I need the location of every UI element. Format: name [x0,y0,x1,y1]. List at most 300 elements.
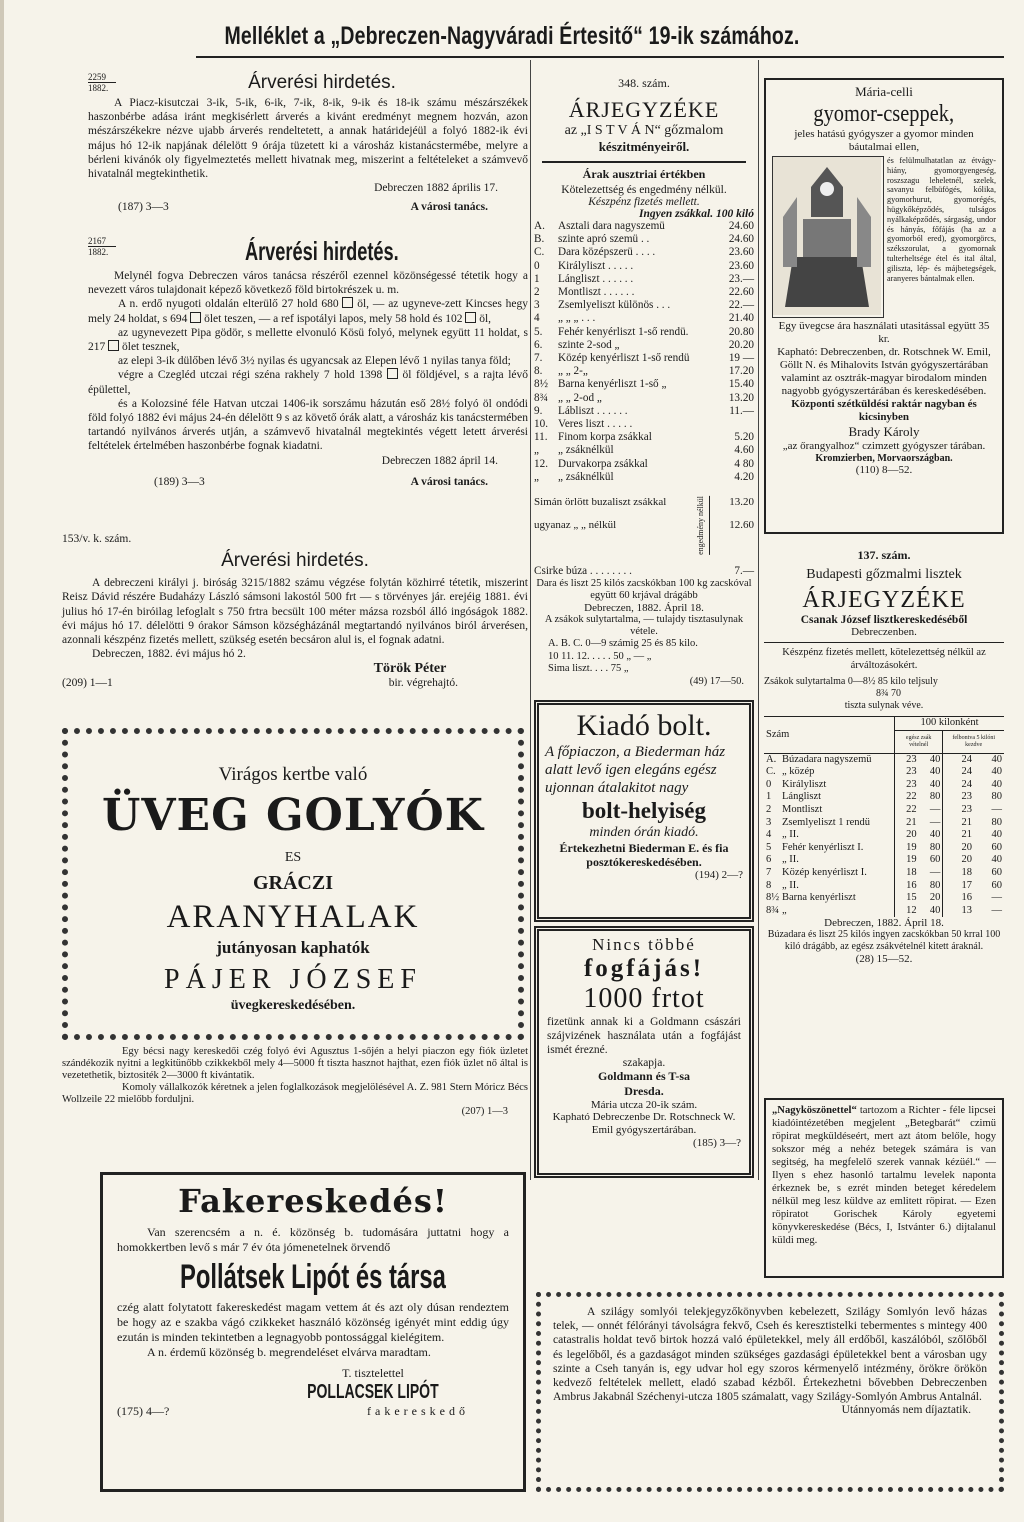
price-row [534,326,754,339]
glass-balls-ad [62,728,524,1040]
ad-ailments: és felülmulhatatlan az étvágy-hiány, gyomorgyengeség, roszszagu leheletnél, szelek, savanyu felbüfögés, kólika, gyomorhurut, gyomorégés, hügykőképződés, tulságos nyálkaképződés, sárgaság, undor és hányás, főfájás (ha az a gyomorból ered), gyomorgörcs, székszorulat, a gyomornak tulterheltsége étel és ital által, giliszta, lép- és májbetegségek, aranyeres bántalmak ellen. [887,156,996,283]
row-code: 1 [766,791,772,803]
square-symbol [190,312,201,323]
list-code: (28) 15—52. [855,953,913,966]
price-row [534,378,754,391]
row-price: — [919,804,943,817]
list-p2: Zsákok sulytartalma 0—8½ 85 kilo teljsuly [764,676,938,687]
header-rule [196,56,1004,58]
ad-greeting: T. tisztelettel [342,1366,404,1380]
price-n: szinte apró szemü . . [558,233,650,246]
notice-date: Debreczen, 1882. évi május hó 2. [92,648,246,661]
ad-role: fakereskedő [367,1404,469,1418]
notice-title [116,236,528,267]
ad-body: A szilágy somlyói telekjegyzőkönyvben kebelezett, Szilágy Somlyón levő házas telek, — onnét félórányi távolságra fekvő, Cseh és keresztistelki tebermentes s mintegy 400 catastralis holdat tevő birtok hozzá való épületekkel, mely áll erdőből, kaszálóból, szőlőből és legelőből, és a gazdaságot minden szükséges gazdasági épületekkel bent a városban ugy szinte a Cseh tanyán is, egy udvar hol egy szoros kérmenyelő intézmény, örökre örökön kedvező feltételek mellett, eladó szabad kézből. Értekezhetni bővebben Debreczenben Ambrus Jakabnál Széchenyi-utcza 1805 számalatt, vagy Szilágy-Somlyón Ambrus Antalnál. [553,1305,987,1404]
row-price: 19 [906,841,917,853]
price-k: 8. [534,365,543,378]
ad-footer: Utánnyomás nem díjaztatik. [841,1404,971,1417]
price-row [534,458,754,471]
price-k: 4 [534,312,540,325]
table-row [764,842,1004,855]
row-price: 40 [991,766,1002,778]
price-v: 24.60 [728,233,754,246]
row-code: C. [766,766,776,778]
price-k: C. [534,246,545,259]
row-code: 5 [766,841,772,853]
ad-p6: Kapható Debreczenbe Dr. Rotschneck W. Emil gyógyszertárában. [552,1111,736,1136]
cs-value: 7.— [734,564,754,577]
price-k: 8¾ [534,391,548,404]
ad-body [772,1104,996,1247]
head-100kg: 100 kilonként [895,717,1005,731]
p3a: az ugynevezett Pipa gödör, s mellette elvonuló Kösü folyó, melynek együtt 11 holdat, s 217 [88,326,528,354]
list-h4: Ingyen zsákkal. 100 kiló [638,208,754,220]
head-split: felbontva 5 kilóni kezdve [943,730,1004,753]
price-n: Közép kenyérliszt 1-ső rendü [558,352,690,365]
num-b: 1882. [88,82,116,93]
list-p1: Készpénz fizetés mellett, kötelezettség nélkül az árváltozásokért. [782,647,986,671]
row-label [764,817,895,830]
row-price: 24 [961,766,972,778]
row-name: „ II. [782,829,799,841]
list-number: 348. szám. [618,76,670,90]
p6: és a Kolozsiné féle Hatvan utczai 1406-ik sorszámu házután eső 28½ folyó öl ondódi föld folyó 1882 évi május 24-én délelött 9 s az követő órák alatt, a városház kis tanácstermében tartandó nyilvános árverés utján, a számvevő hivatalnál megtekintés végett letett árverési feltételek értelmében haszonbérbe fognak kiadatni. [88,397,528,453]
square-symbol [387,368,398,379]
price-row [534,418,754,431]
auction-notice-1 [88,72,528,213]
notice-signature: A városi tanács. [410,201,488,214]
row-price: — [991,803,1002,815]
price-n: Lángliszt . . . . . . [558,272,634,285]
ad-p3: Goldmann és T-sa [597,1069,691,1083]
page-edge [0,0,4,1522]
abc3: Sima liszt. . . . 75 „ [548,663,629,675]
row-price: 60 [919,854,943,867]
ad-code: (194) 2—? [695,869,743,881]
row-price: 80 [919,791,943,804]
row-price: 40 [919,905,943,918]
list-note: Búzadara és liszt 25 kilós ingyen zacskókban 50 krral 100 kiló drágább, az egész zsákvételnél kitett áraknál. [767,929,1001,953]
estate-sale-ad [536,1292,1004,1492]
table-row [764,791,1004,804]
p5b: öl földjével, s a rajta lévő épülettel, [88,369,529,396]
row-price: 24 [961,753,972,765]
bz2-label: ugyanaz „ „ nélkül [534,519,617,532]
price-v: 4.20 [734,470,754,483]
row-price: 60 [991,879,1002,891]
row-price: 40 [919,779,943,792]
p5a: végre a Czegléd utczai régi széna rakhely 7 hold 1398 [118,369,383,382]
row-price: 40 [991,778,1002,790]
price-n: Asztali dara nagyszemü [558,220,665,232]
ad-line-3: ES [284,850,302,865]
head-whole: egész zsák vételnél [895,730,943,753]
price-n: Királyliszt . . . . . [558,259,634,272]
notice-code: (189) 3—3 [154,475,205,488]
list-t4: Debreczenben. [851,626,917,638]
price-n: „ zsáknélkül [558,444,614,457]
row-name: „ [782,904,787,916]
ad-p3: A n. érdemű közönség b. megrendeléset elvárva maradtam. [147,1345,431,1359]
price-row [534,431,754,444]
notice-number: 153/v. k. szám. [62,533,132,545]
row-name: Közép kenyérliszt I. [782,866,867,878]
abc2: 10 11. 12. . . . . 50 „ — „ [548,650,652,662]
price-v: 15.40 [728,378,754,391]
price-k: 10. [534,418,548,431]
row-price: 80 [991,816,1002,828]
ad-line-5: ARANYHALAK [166,899,420,935]
price-n: „ „ „ . . . [558,312,596,325]
list-date: Debreczen, 1882. Ápril 18. [824,917,944,930]
price-v: 24.60 [728,220,754,232]
row-price: — [991,904,1002,916]
ad-t5: Értekezhetni Biederman E. és fia posztókereskedésében. [559,841,729,869]
timber-trade-ad [100,1172,526,1492]
price-k: 7. [534,352,543,365]
ad-price: Egy üvegcse ára használati utasitással együtt 35 kr. [778,320,990,345]
column-divider [758,60,759,1180]
bz1-label: Simán örlött buzaliszt zsákkal [534,496,667,509]
ad-line-7: PÁJER JÓZSEF [164,964,422,995]
list-code: (49) 17—50. [689,675,744,687]
price-k: 11. [534,431,548,444]
abc1: A. B. C. 0—9 számig 25 és 85 kilo. [548,638,698,650]
row-label [764,854,895,867]
ad-code: (207) 1—3 [461,1106,508,1117]
row-code: 4 [766,829,772,841]
price-row [534,444,754,457]
row-price: 16 [961,892,972,904]
price-n: Fehér kenyérliszt 1-ső rendü. [558,325,689,338]
price-row [534,352,754,365]
budapest-price-list [764,548,1004,965]
price-row [534,233,754,246]
row-price: 60 [991,841,1002,853]
row-code: 6 [766,854,772,866]
price-k: 12. [534,457,548,470]
price-k: 8½ [534,378,548,391]
price-n: Dara középszerü . . . . [558,246,656,259]
price-n: „ „ 2-od „ [558,391,602,404]
price-v [708,418,754,431]
price-v: 23.60 [728,246,754,259]
square-symbol [342,297,353,308]
row-name: Barna kenyérliszt [782,892,856,904]
ad-line-2: ÜVEG GOLYÓK [102,790,484,841]
price-n: „ „ 2-„ [558,365,588,378]
ad-p4: Brady Károly [848,424,920,439]
ad-p1: fizetünk annak ki a Goldmann császári szájvizének használata után a fogfájást ismét érezné. [547,1016,741,1056]
ad-t3: bolt-helyiség [582,798,706,823]
list-sub1: az „I S T V Á N“ gőzmalom [564,123,724,138]
row-code: A. [766,753,777,765]
table-row [764,854,1004,867]
table-row [764,766,1004,779]
toothache-ad [534,926,754,1178]
row-price: 13 [961,904,972,916]
price-n: Barna kenyérliszt 1-ső „ [558,378,667,391]
price-n: szinte 2-sod „ [558,338,620,351]
row-name: Lángliszt [782,791,822,803]
table-row [764,867,1004,880]
row-code: 2 [766,803,772,815]
list-p3: 8¾ 70 [876,688,901,699]
row-price: — [919,817,943,830]
row-price: 15 [906,892,917,904]
row-price: 60 [991,866,1002,878]
num-b: 1882. [88,246,116,257]
row-label [764,804,895,817]
price-v: 19 — [728,352,754,365]
table-row [764,892,1004,905]
price-v: 13.20 [728,391,754,404]
column-divider [530,60,531,1180]
ad-p5: Mária utcza 20-ik szám. [590,1099,698,1111]
price-v: 11.— [729,404,754,417]
ad-p1: jeles hatású gyógyszer a gyomor minden báutalmai ellen, [794,128,974,153]
row-price: 80 [919,880,943,893]
row-name: Montliszt [782,803,823,815]
notice-date: Debreczen 1882 ápril 14. [381,454,498,467]
owner-text: POLLACSEK LIPÓT [307,1381,439,1403]
p1: Melynél fogva Debreczen város tanácsa részéről ezennel közönségessé tétetik hogy a nevezett város tulajdonait képező következő föld birtokrészek u. m. [88,270,528,297]
price-n: Montliszt . . . . . . [558,286,635,299]
price-n: Lábliszt . . . . . . [558,404,628,417]
vienna-firm-ad [62,1046,528,1118]
row-price: 40 [919,753,943,766]
ad-line-6: jutányosan kaphatók [216,938,370,957]
notice-body: A Piacz-kisutczai 3-ik, 5-ik, 6-ik, 7-ik, 8-ik, 9-ik és 18-ik számu mészárszékek haszonbérbe adása iránt megkisérlett árverés a kivánt eredményt megnem hozván, azon mészárszékekre nézve ujabb árverés rendeltetett, a annak határidejéül a folyó 1882-ik évi május hó 12-ik napjának délelött 9 órája tüzetett ki a városház kistanácstermébe, melyre a bérleni kivánók oly figyelmeztetés mellett hivatnak meg, miszerint a feltételeket a számvevő hivatalnál megtekinthetik. [88,97,528,181]
row-name: Zsemlyeliszt 1 rendü [782,816,871,828]
price-v: 5.20 [734,431,754,444]
ad-p3: Központi szétküldési raktár nagyban és kicsinyben [791,398,977,423]
thanks-ad [764,1098,1004,1278]
num-a: 2259 [88,72,106,82]
row-code: 8½ [766,892,780,904]
table-row [764,829,1004,842]
table-row [764,905,1004,918]
row-price: 40 [919,766,943,779]
table-row [764,880,1004,893]
p2c: ölet teszen, — a ref ispotályi lapos, mely 58 hold és 102 [204,312,463,325]
row-label [764,829,895,842]
p5 [88,368,528,396]
ad-code: (175) 4—? [117,1404,170,1418]
row-code: 8¾ [766,904,780,916]
price-n: Veres liszt . . . . . [558,418,633,431]
row-label [764,905,895,918]
table-row [764,753,1004,766]
ad-t1: Mária-celli [855,84,913,99]
ad-t2 [772,100,996,128]
price-k: 6. [534,338,543,351]
p2a: A n. erdő nyugoti oldalán elterülő 27 hold 680 [118,298,339,311]
ad-title: „Nagyköszönettel“ [772,1105,857,1116]
row-name: Fehér kenyérliszt I. [782,841,864,853]
bailiff-name: Török Péter [373,661,447,677]
ad-t3: 1000 frtot [583,983,705,1014]
row-label [764,880,895,893]
row-price: 20 [919,892,943,905]
row-price: 23 [906,766,917,778]
price-row [534,471,754,484]
price-v: 4.60 [734,444,754,457]
row-price: 20 [961,841,972,853]
row-name: „ II. [782,879,799,891]
row-price: 18 [961,866,972,878]
price-n: Durvakorpa zsákkal [558,457,648,470]
price-row [534,312,754,325]
square-symbol [108,340,119,351]
price-row [534,220,754,233]
row-price: 17 [961,879,972,891]
row-code: 0 [766,778,772,790]
list-t3: Csanak József lisztkereskedéséből [800,614,968,626]
row-price: 80 [991,791,1002,803]
row-price: 21 [961,816,972,828]
firm-text: Pollátsek Lipót és társa [180,1258,446,1296]
notice-signature: A városi tanács. [410,475,488,488]
ad-t1: Kiadó bolt. [576,709,712,742]
ad-line-4: GRÁCZI [252,872,333,894]
row-price: 23 [906,753,917,765]
notice-body [88,269,528,468]
row-price: 23 [961,803,972,815]
p3b: ölet tesznek, [122,341,180,354]
firm-name [117,1255,509,1300]
price-row [534,260,754,273]
price-table [764,716,1004,917]
price-v: 4 80 [734,457,754,470]
ad-p5: „az őrangyalhoz“ czimzett gyógyszer tárában. [782,440,986,452]
price-row [534,405,754,418]
list-number: 137. szám. [857,548,911,562]
price-n: Zsemlyeliszt különös . . . [558,299,671,312]
ad-t1: Nincs többé [592,935,696,954]
list-date: Debreczen, 1882. Ápril 18. [584,602,704,615]
list-p4: tiszta sulynak véve. [844,700,924,711]
price-k: 9. [534,404,543,417]
row-price: 23 [906,778,917,790]
title-text: Árverési hirdetés. [245,236,399,266]
row-name: Búzadara nagyszemü [782,753,872,765]
price-row [534,392,754,405]
price-v: 17.20 [728,365,754,378]
row-name: „ közép [782,766,815,778]
notice-number [88,236,116,257]
row-price: 80 [919,842,943,855]
list-sub2: készitményeiről. [598,139,690,154]
madonna-image [773,157,881,315]
row-code: 7 [766,866,772,878]
p4: az elepi 3-ik dülőben lévő 3½ nyilas és ugyancsak az Elepen lévő 1 nyilas tanya föld; [118,355,511,368]
auction-notice-2 [88,236,528,488]
table-row [764,779,1004,792]
row-label [764,867,895,880]
row-name: „ II. [782,854,799,866]
notice-body: A debreczeni királyi j. biróság 3215/1882 számu végzése folytán közhirré tétetik, miszerint Reisz Dávid részére Budaházy László sámsoni lakostól 500 frt — s törvényes jár. erejéig 1881. évi julius hó 17-én biróilag lefoglalt s 750 frtra becsült 100 méter mázsa rozsból álló ingóságok 1882. évi május hó 17. délelötti 9 órakor Sámson községházánál megtartandó nyilvános biról árverésen, azonnali készpénz fizetés mellett, szükség esetén becsáron alul is, el fognak adatni. [62,577,528,647]
notice-title: Árverési hirdetés. [221,550,369,572]
p3 [88,326,528,354]
row-label [764,766,895,779]
table-row [764,817,1004,830]
row-price: 22 [906,803,917,815]
cs-label: Csirke búza . . . . . . . . [534,564,632,577]
row-label [764,791,895,804]
ad-line-8: üvegkereskedésében. [230,998,356,1013]
row-price: 16 [906,879,917,891]
bailiff-role: bir. végrehajtó. [388,677,458,690]
ad-p2: szakapja. [622,1057,666,1069]
price-k: 0 [534,259,540,272]
row-name: Királyliszt [782,778,827,790]
t2-text: gyomor-cseppek, [813,101,955,127]
notice-code: (209) 1—1 [62,677,113,690]
notice-code: (187) 3—3 [118,201,169,214]
price-k: 2 [534,286,540,299]
list-title: ÁRJEGYZÉKE [568,97,720,122]
row-price: 22 [906,791,917,803]
ad-body: Egy bécsi nagy kereskedői czég folyó évi Agusztus 1-sőjén a helyi piaczon egy fiók üzletet szándékozik nyitni a legkitünőbb czikkekből mely 4—5000 ft tiszta hasznot hajthat, ezen fiók üzlet nő által is vezetethetik, biztositék 2—3000 ft kivántatik. [62,1046,528,1081]
price-row [534,339,754,352]
row-price: 40 [991,753,1002,765]
page-header: Melléklet a „Debreczen-Nagyváradi Értesitő“ 19-ik számához. [224,22,800,50]
istvan-price-list [534,76,754,688]
maria-celli-ad [764,78,1004,534]
row-price: — [919,867,943,880]
ad-body-2: Komoly vállalkozók kéretnek a jelen foglalkozások megjelölésével A. Z. 981 Stern Móricz Bécs Wollzeile 22 mielőbb forduljni. [62,1082,528,1105]
ad-p4: Dresda. [624,1084,664,1098]
price-k: B. [534,233,545,246]
row-price: 40 [991,829,1002,841]
bz2-value: 12.60 [729,519,754,532]
row-code: 3 [766,816,772,828]
list-t1: Budapesti gőzmalmi lisztek [806,567,962,582]
ad-p2: Kapható: Debreczenben, dr. Rotschnek W. Emil, Göllt N. és Mihalovits István gyógyszertárában valamint az osztrák-magyar birodalom minden nagyobb gyógyszertárában és kereskedésében. [777,346,991,397]
list-h1: Árak ausztriai értékben [582,167,706,181]
row-price: 20 [961,854,972,866]
price-row [534,273,754,286]
price-v: 22.60 [728,286,754,299]
ad-owner [237,1381,509,1404]
list-t2: ÁRJEGYZÉKE [802,587,966,613]
madonna-engraving [772,156,884,318]
ad-line-1: Virágos kertbe való [218,764,368,785]
row-label [764,779,895,792]
row-price: 18 [906,866,917,878]
ad-code: (110) 8—52. [855,464,913,476]
row-price: 23 [961,791,972,803]
row-price: 19 [906,854,917,866]
price-row [534,246,754,259]
list-note2: A zsákok sulytartalma, — tulajdy tisztasulynak vétele. [544,614,744,638]
auction-notice-3 [62,532,528,689]
price-k: 1 [534,272,540,285]
price-k: 3 [534,299,540,312]
row-price: 24 [961,778,972,790]
price-v: 21.40 [728,312,754,325]
ad-p6: Kromzierben, Morvaországban. [815,453,953,464]
p2b: öl, — az ugyneve-zett Kincses hegy mely 24 holdat, s 694 [88,298,529,325]
ad-text: tartozom a Richter - féle lipcsei kiadóintézetében megjelent „Betegbarát“ czimü röpirat megküldéseért, mert azt átom belőle, hogy sokszor még a nehéz betegek számára is van segitség, ha megfelelő szerek vannak kézüél.“ — Ilyen s ehez hasonló tartalmu levelek naponta érkeznek be, s ezrét minden beteget kéredelem nélkül meg lesz küldve az emlitett röpirat. — Ezen röpiratot Gorischek Károly egyetemi könyvkereskedése (Bécs, I, Istvánter 6.) dijtalanul küldi meg. [772,1105,996,1246]
ad-t2: A főpiaczon, a Biederman ház alatt levő igen elegáns egész ujonnan átalakitot nagy [545,744,726,796]
brace-text: engedmény nélkül [694,496,710,555]
price-v: 23.60 [728,259,754,272]
notice-title: Árverési hirdetés. [248,72,396,93]
ad-t2: fogfájás! [583,955,705,982]
price-rows [534,220,754,484]
